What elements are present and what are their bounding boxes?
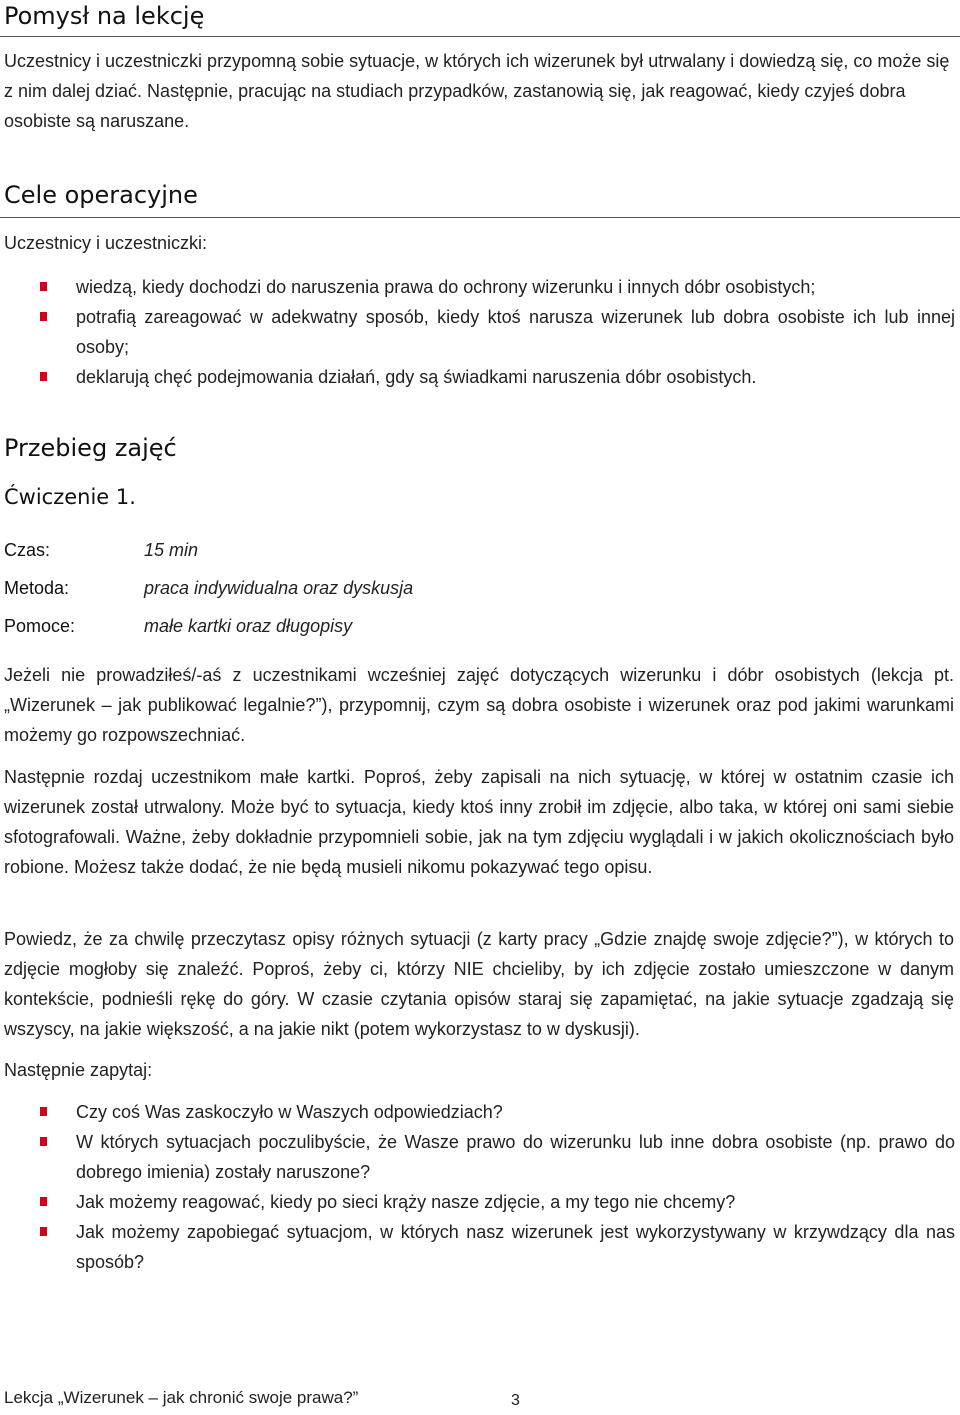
exercise-paragraph: Następnie rozdaj uczestnikom małe kartki. Poproś, żeby zapisali na nich sytuację, w której w ostatnim czasie ich wizerunek został utrwalony. Może być to sytuacja, kiedy ktoś inny zrobił im zdjęcie, albo taka, w której oni sami siebie sfotografowali. Ważne, żeby dokładnie przypomnieli sobie, jak na tym zdjęciu wyglądali i w jakich okolicznościach było robione. Możesz także dodać, że nie będą musieli nikomu pokazywać tego opisu. (4, 767, 954, 877)
meta-materials (4, 611, 704, 641)
bullet-icon (40, 1227, 47, 1236)
questions-list (0, 1097, 955, 1277)
section-title-course: Przebieg zajęć (4, 434, 177, 462)
page-number: 3 (511, 1392, 520, 1409)
list-item: W których sytuacjach poczulibyście, że Wasze prawo do wizerunku lub inne dobra osobiste (np. prawo do dobrego imienia) zostały naruszone? (0, 1127, 955, 1187)
bullet-icon (40, 1137, 47, 1146)
exercise-paragraph: Jeżeli nie prowadziłeś/-aś z uczestnikami wcześniej zajęć dotyczących wizerunku i dóbr osobistych (lekcja pt. „Wizerunek – jak publikować legalnie?”), przypomnij, czym są dobra osobiste i wizerunek oraz pod jakimi warunkami możemy go rozpowszechniać. (4, 665, 954, 745)
footer-title: Lekcja „Wizerunek – jak chronić swoje prawa?” (4, 1388, 359, 1407)
list-item: Jak możemy zapobiegać sytuacjom, w których nasz wizerunek jest wykorzystywany w krzywdzący dla nas sposób? (0, 1217, 955, 1277)
bullet-icon (40, 1107, 47, 1116)
list-item: Jak możemy reagować, kiedy po sieci krąży nasze zdjęcie, a my tego nie chcemy? (0, 1187, 955, 1217)
goals-intro: Uczestnicy i uczestniczki: (4, 233, 208, 253)
exercise-title: Ćwiczenie 1. (4, 485, 136, 509)
bullet-icon (40, 1197, 47, 1206)
bullet-icon (40, 312, 47, 321)
section-title-operational-goals: Cele operacyjne (0, 177, 960, 218)
meta-label: Pomoce: (4, 616, 76, 636)
exercise-paragraph: Następnie zapytaj: (4, 1060, 153, 1080)
list-item: wiedzą, kiedy dochodzi do naruszenia prawa do ochrony wizerunku i innych dóbr osobistych; (0, 272, 955, 302)
meta-value: 15 min (144, 540, 199, 560)
exercise-paragraph: Powiedz, że za chwilę przeczytasz opisy różnych sytuacji (z karty pracy „Gdzie znajdę swoje zdjęcie?”), w których to zdjęcie mogłoby się znaleźć. Poproś, żeby ci, którzy NIE chcieliby, by ich zdjęcie zostało umieszczone w danym kontekście, podnieśli rękę do góry. W czasie czytania opisów staraj się zapamiętać, na jakie sytuacje zgadzają się wszyscy, na jakie większość, a na jakie nikt (potem wykorzystasz to w dyskusji). (4, 929, 954, 1039)
meta-value: małe kartki oraz długopisy (144, 616, 353, 636)
goals-list (0, 272, 955, 392)
meta-time (4, 535, 704, 565)
meta-label: Czas: (4, 540, 51, 560)
lesson-idea-paragraph: Uczestnicy i uczestniczki przypomną sobie sytuacje, w których ich wizerunek był utrwalany i dowiedzą się, co może się z nim dalej dziać. Następnie, pracując na studiach przypadków, zastanowią się, jak reagować, kiedy czyjeś dobra osobiste są naruszane. (4, 51, 950, 131)
bullet-icon (40, 282, 47, 291)
list-item: deklarują chęć podejmowania działań, gdy są świadkami naruszenia dóbr osobistych. (0, 362, 955, 392)
meta-value: praca indywidualna oraz dyskusja (144, 578, 414, 598)
list-item: potrafią zareagować w adekwatny sposób, kiedy ktoś narusza wizerunek lub dobra osobiste ich lub innej osoby; (0, 302, 955, 362)
section-title-lesson-idea: Pomysł na lekcję (0, 0, 960, 37)
meta-method (4, 573, 704, 603)
meta-label: Metoda: (4, 578, 70, 598)
list-item: Czy coś Was zaskoczyło w Waszych odpowiedziach? (0, 1097, 955, 1127)
bullet-icon (40, 372, 47, 381)
